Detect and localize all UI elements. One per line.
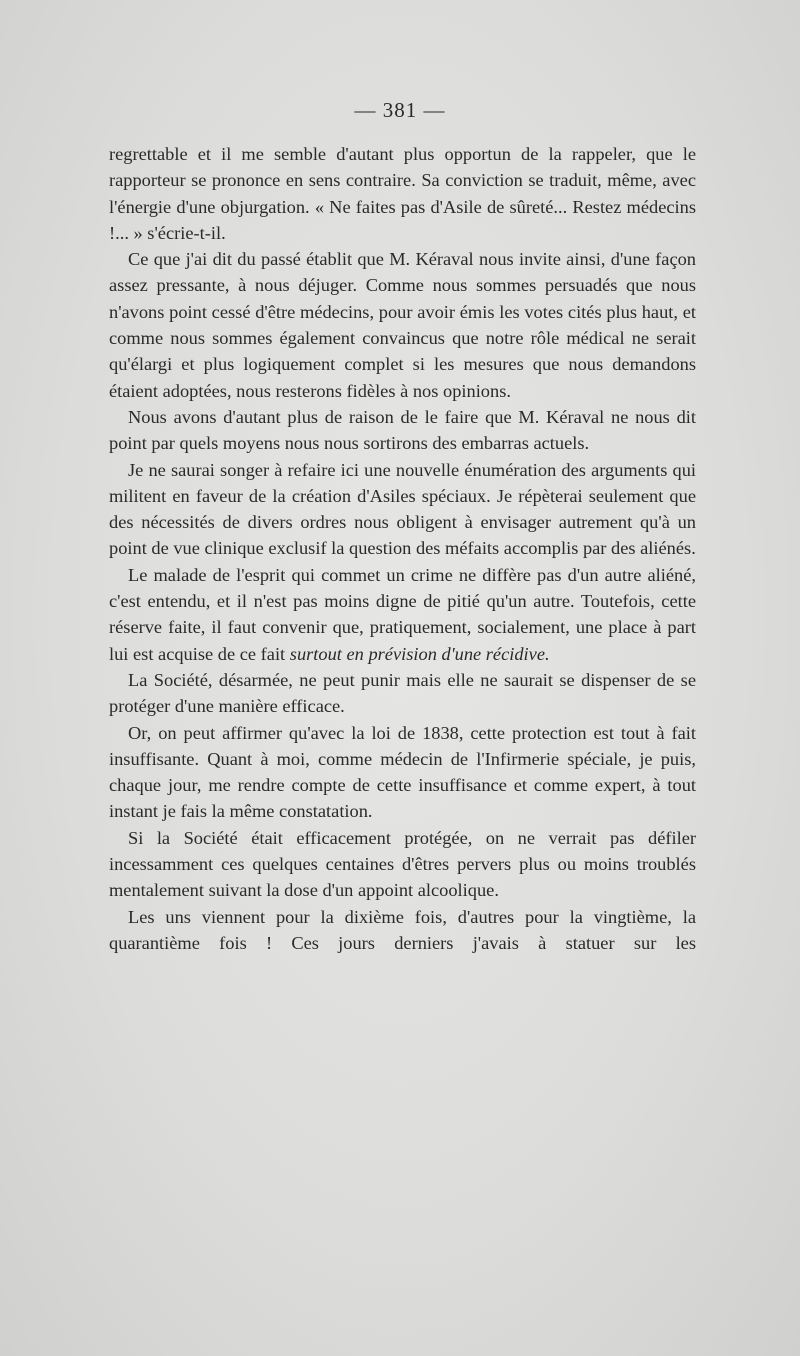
paragraph-3: Nous avons d'autant plus de raison de le faire que M. Kéraval ne nous dit point par quels moyens nous nous sortirons des embarras actuels. <box>109 406 696 454</box>
paragraph-9: Les uns viennent pour la dixième fois, d'autres pour la vingtième, la quarantième fois ! Ces jours derniers j'avais à statuer sur les <box>109 906 696 953</box>
body-text <box>109 141 696 956</box>
paragraph-8: Si la Société était efficacement protégée, on ne verrait pas défiler incessamment ces quelques centaines d'êtres pervers plus ou moins troublés mentalement suivant la dose d'un appoint alcoolique. <box>109 827 696 901</box>
paragraph-2: Ce que j'ai dit du passé établit que M. Kéraval nous invite ainsi, d'une façon assez pressante, à nous déjuger. Comme nous sommes persuadés que nous n'avons point cessé d'être médecins, pour avoir émis les votes cités plus haut, et comme nous sommes également convaincus que notre rôle médical ne serait qu'élargi et plus logiquement complet si les mesures que nous demandons étaient adoptées, nous resterons fidèles à nos opinions. <box>109 249 696 401</box>
paragraph-6: La Société, désarmée, ne peut punir mais elle ne saurait se dispenser de se protéger d'une manière efficace. <box>109 669 696 717</box>
italic-phrase: surtout en prévision d'une récidive. <box>289 643 550 664</box>
paragraph-4: Je ne saurai songer à refaire ici une nouvelle énumération des arguments qui militent en faveur de la création d'Asiles spéciaux. Je répèterai seulement que des nécessités de divers ordres nous obligent à envisager autrement qu'à un point de vue clinique exclusif la question des méfaits accomplis par des aliénés. <box>109 459 696 559</box>
paragraph-5-text: Le malade de l'esprit qui commet un crime ne diffère pas d'un autre aliéné, c'est entendu, et il n'est pas moins digne de pitié qu'un autre. Toutefois, cette réserve faite, il faut convenir que, pratiquement, socialement, une place à part lui est acquise de ce fait <box>109 564 696 664</box>
page-number: — 381 — <box>354 98 446 122</box>
paragraph-1: regrettable et il me semble d'autant plus opportun de la rappeler, que le rapporteur se prononce en sens contraire. Sa conviction se traduit, même, avec l'énergie d'une objurgation. « Ne faites pas d'Asile de sûreté... Restez médecins !... » s'écrie-t-il. <box>109 144 696 243</box>
paragraph-5 <box>109 562 696 667</box>
paragraph-7: Or, on peut affirmer qu'avec la loi de 1838, cette protection est tout à fait insuffisante. Quant à moi, comme médecin de l'Infirmerie spéciale, je puis, chaque jour, me rendre compte de cette insuffisance et comme expert, à tout instant je fais la même constatation. <box>109 722 696 822</box>
